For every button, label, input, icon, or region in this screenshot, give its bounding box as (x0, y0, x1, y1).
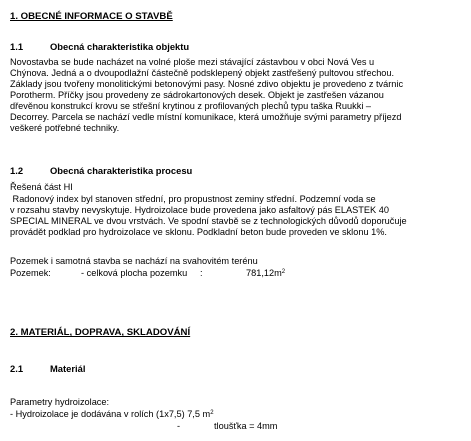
params-label: Parametry hydroizolace: (10, 397, 110, 407)
terrain-text: Pozemek i samotná stavba se nachází na svahovitém terénu (10, 256, 258, 266)
section-1-2-heading (10, 165, 192, 176)
part-label: Řešená část HI (10, 182, 73, 192)
section-1-1-paragraph (10, 57, 403, 134)
paragraph-line: Základy jsou tvořeny monolitickými betonovými pasy. Nosné zdivo objektu je provedeno z tvárnic (10, 79, 404, 89)
material-line-2-dash: - (177, 421, 181, 431)
paragraph-line: Chýnova. Jedná a o dvoupodlažní částečně podsklepený objekt zastřešený pultovou střechou. (10, 68, 395, 78)
paragraph-line: provádět podklad pro hydroizolace ve sklonu. Podkladní beton bude proveden ve sklonu 1%. (10, 227, 387, 237)
section-2-1-title: Materiál (50, 363, 86, 374)
plot-value (246, 268, 285, 279)
paragraph-line: Radonový index byl stanoven střední, pro propustnost zeminy střední. Podzemní voda se (10, 194, 376, 204)
section-1-1-heading (10, 41, 189, 52)
material-line-1-text: - Hydroizolace je dodávána v rolích (1x7,5) 7,5 m (10, 409, 211, 419)
paragraph-line: Decorrey. Parcela se nachází vedle místní komunikace, která umožňuje svými parametry příjezd (10, 112, 402, 122)
paragraph-line: veškeré potřebné techniky. (10, 123, 120, 133)
paragraph-line: Novostavba se bude nacházet na volné ploše mezi stávající zástavbou v obci Nová Ves u (10, 57, 375, 67)
plot-text: - celková plocha pozemku : (81, 268, 203, 278)
section-1-2-number: 1.2 (10, 165, 24, 176)
section-1-heading: 1. OBECNÉ INFORMACE O STAVBĚ (10, 11, 173, 22)
plot-label: Pozemek: (10, 268, 51, 278)
section-1-1-title: Obecná charakteristika objektu (50, 41, 190, 52)
section-1-2-paragraph (10, 194, 407, 238)
material-line-2-text: tloušťka = 4mm (214, 421, 278, 431)
plot-value-number: 781,12m (246, 268, 282, 278)
section-2-1-heading (10, 363, 85, 374)
section-1-2-title: Obecná charakteristika procesu (50, 165, 193, 176)
material-line-1 (10, 409, 214, 420)
section-2-1-number: 2.1 (10, 363, 24, 374)
section-2-heading: 2. MATERIÁL, DOPRAVA, SKLADOVÁNÍ (10, 327, 191, 338)
plot-value-exponent: 2 (281, 269, 286, 275)
paragraph-line: Porotherm. Příčky jsou provedeny ze sádrokartonových desek. Objekt je zastřešen vázanou (10, 90, 384, 100)
paragraph-line: SPECIAL MINERAL ve dvou vrstvách. Ve spodní stavbě se z technologických důvodů doporučuje (10, 216, 407, 226)
section-1-1-number: 1.1 (10, 41, 24, 52)
material-line-1-exponent: 2 (210, 410, 214, 416)
paragraph-line: v rozsahu stavby nevyskytuje. Hydroizolace bude provedena jako asfaltový pás ELASTEK 40 (10, 205, 389, 215)
paragraph-line: dřevěnou konstrukcí krovu se střešní krytinou z profilovaných plechů typu taška Ruukki – (10, 101, 372, 111)
